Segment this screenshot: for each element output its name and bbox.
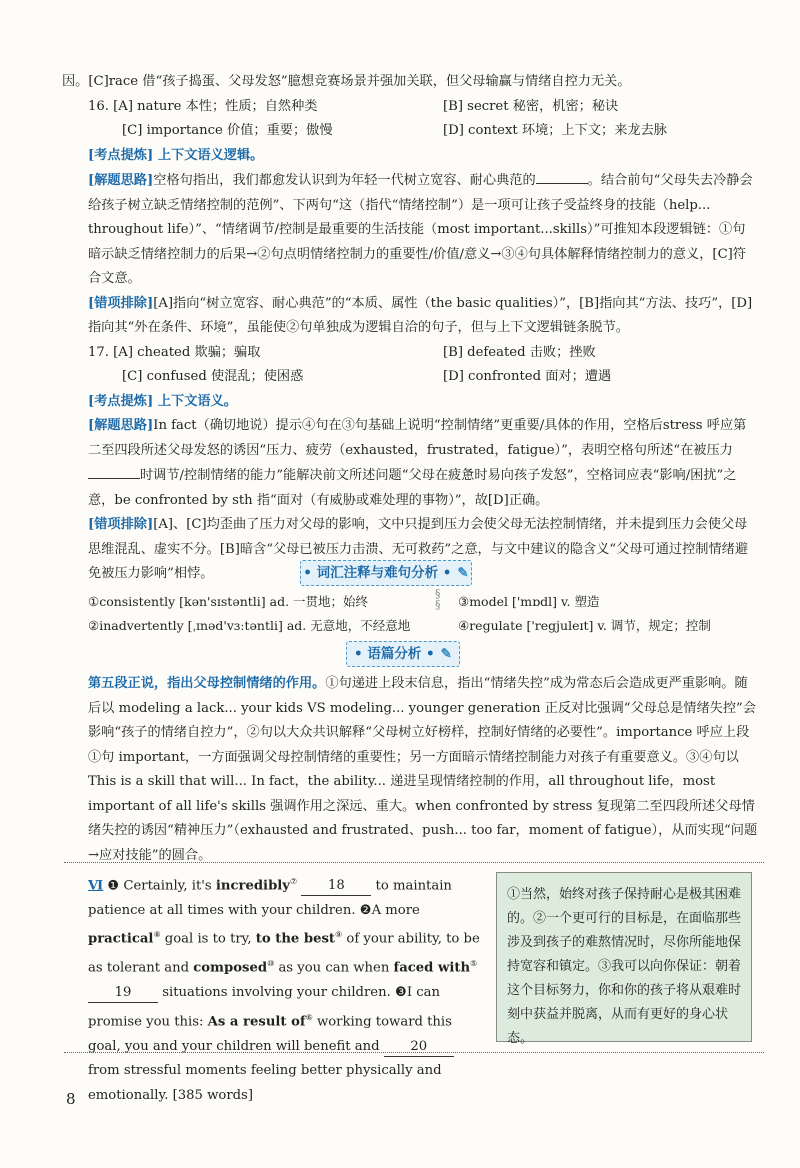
passage-s1a: ❶ Certainly, it's <box>107 878 216 894</box>
q16-blank <box>536 168 588 184</box>
passage-block <box>88 870 482 1108</box>
passage-s2d: as you can when <box>274 960 394 976</box>
passage-s2c: of your ability, to be as tolerant and <box>88 931 480 976</box>
divider-bottom <box>64 1052 764 1053</box>
q16-block <box>62 70 758 587</box>
analysis-body: ①句递进上段末信息，指出“情绪失控”成为常态后会造成更严重影响。随后以 modeling a lack... your kids VS modeling... younger generation 正反对比强调“父母总是情绪失控”会影响“孩子的情绪自控力”，②句以大众共识解释“父母树立好榜样，控制好情绪的必要性”。importance 呼应上段①句 important，一方面强调父母控制情绪的重要性；另一方面暗示情绪控制能力对孩子有重要意义。③④句以 This is a skill that will... In fact，the ability... 递进呈现情绪控制的作用，all throughout life，most important of all life's skills 强调作用之深远、重大。when confronted by stress 复现第二至四段所述父母情绪失控的诱因“精神压力”（exhausted and frustrated、push... too far，moment of fatigue），从而实现“问题→应对技能”的圆合。 <box>88 676 758 863</box>
translation-box <box>496 872 752 1046</box>
q16-option-d: [D] context 环境；上下文；来龙去脉 <box>443 123 667 138</box>
vocab-list <box>88 587 758 638</box>
note-5: ⑤ <box>470 959 478 969</box>
passage-s3c: from stressful moments feeling better physically and emotionally. [385 words] <box>88 1063 442 1103</box>
q17-option-b: [B] defeated 击败；挫败 <box>443 344 596 360</box>
note-6: ⑥ <box>305 1012 313 1022</box>
q17-options-ab <box>88 341 758 366</box>
pen-icon: ✎ <box>457 565 469 581</box>
q17-options-cd <box>88 365 758 390</box>
q16-option-a: 16. [A] nature 本性；性质；自然种类 <box>88 98 318 114</box>
passage-s2a: ❷A more <box>359 902 420 918</box>
q17-wrong-text: [A]、[C]均歪曲了压力对父母的影响，文中只提到压力会使父母无法控制情绪，并未提到压力会使父母思维混乱、虚实不分。[B]暗含“父母已被压力击溃、无可救药”之意，与文中建议的隐含义“父母可通过控制情绪避免被压力影响”相悖。 <box>88 517 749 581</box>
passage-word-as-a-result-of: As a result of <box>207 1014 306 1030</box>
q17-idea-text-b: 时调节/控制情绪的能力”能解决前文所述问题“父母在疲惫时易向孩子发怒”，空格词应表“影响/困扰”之意，be confronted by sth 指“面对（有威胁或难处理的事物）”，故[D]正确。 <box>88 468 737 508</box>
analysis-banner <box>346 641 460 667</box>
vocab-banner <box>300 560 472 586</box>
passage-word-composed: composed <box>193 960 268 976</box>
analysis-banner-label: • 语篇分析 • <box>354 646 435 662</box>
note-10: ⑩ <box>267 959 275 969</box>
pen-icon: ✎ <box>440 646 452 662</box>
vocab-row-1 <box>88 587 758 614</box>
note-7: ⑦ <box>289 877 298 886</box>
q17-idea <box>88 414 758 513</box>
blank-18[interactable]: 18 <box>301 877 371 896</box>
analysis-lead: 第五段正说，指出父母控制情绪的作用。 <box>88 676 326 691</box>
q16-point-tag: [考点提炼] 上下文语义逻辑。 <box>88 147 264 163</box>
q17-option-c: [C] confused 使混乱；使困惑 <box>122 369 304 384</box>
blank-19[interactable]: 19 <box>88 984 158 1003</box>
note-8: ⑧ <box>153 930 161 940</box>
passage-word-faced-with: faced with <box>393 960 471 976</box>
analysis-paragraph <box>88 672 760 868</box>
q16-wrong-tag: [错项排除] <box>88 295 154 311</box>
q16-option-c: [C] importance 价值；重要；傲慢 <box>122 123 333 138</box>
analysis-block <box>88 672 760 868</box>
passage-s1b: to maintain patience at all times with your children. <box>88 878 452 918</box>
note-9: ⑨ <box>335 930 343 940</box>
vocab-consistently: ①consistently [kən'sɪstəntli] ad. 一贯地；始终 <box>88 594 369 609</box>
passage-word-practical: practical <box>88 931 154 947</box>
q17-wrong-tag: [错项排除] <box>88 517 154 532</box>
passage-s3b: working toward this goal, you and your children will benefit and <box>88 1014 452 1054</box>
q16-idea-tag: [解题思路] <box>88 173 154 188</box>
divider-top <box>64 862 764 863</box>
q17-blank <box>88 463 140 479</box>
passage-word-to-the-best: to the best <box>255 931 336 947</box>
blank-20[interactable]: 20 <box>384 1038 454 1057</box>
section-mark: Ⅵ <box>88 878 104 894</box>
q16-options-ab <box>88 95 758 120</box>
vocab-banner-label: • 词汇注释与难句分析 • <box>303 565 452 581</box>
passage-s2b: goal is to try, <box>160 931 256 947</box>
translation-text: ①当然，始终对孩子保持耐心是极其困难的。②一个更可行的目标是，在面临那些涉及到孩子的难熬情况时，尽你所能地保持宽容和镇定。③我可以向你保证：朝着这个目标努力，你和你的孩子将从艰难时刻中获益并脱离，从而有更好的身心状态。 <box>507 887 742 1046</box>
q17-option-d: [D] confronted 面对；遭遇 <box>443 369 612 384</box>
q17-idea-tag: [解题思路] <box>88 418 154 433</box>
passage-s2e: situations involving your children. <box>162 985 395 1001</box>
vocab-inadvertently: ②inadvertently [ˌɪnəd'vɜːtəntli] ad. 无意地，不经意地 <box>88 618 411 633</box>
q16-idea <box>88 168 758 292</box>
top-line: 因。[C]race 借“孩子捣蛋、父母发怒”臆想竞赛场景并强加关联，但父母输赢与情绪自控力无关。 <box>62 74 631 89</box>
vocab-regulate: ④regulate ['regjuleɪt] v. 调节，规定；控制 <box>458 618 711 633</box>
q16-wrong-text: [A]指向“树立宽容、耐心典范”的“本质、属性（the basic qualities）”，[B]指向其“方法、技巧”，[D]指向其“外在条件、环境”，虽能使②句单独成为逻辑自洽的句子，但与上下文逻辑链条脱节。 <box>88 295 753 335</box>
q16-idea-text: 空格句指出，我们都愈发认识到为年轻一代树立宽容、耐心典范的 <box>153 173 536 188</box>
q17-idea-text-a: In fact（确切地说）提示④句在③句基础上说明“控制情绪”更重要/具体的作用，空格后stress 呼应第二至四段所述父母发怒的诱因“压力、疲劳（exhausted，frustrated，fatigue）”，表明空格句所述“在被压力 <box>88 418 747 458</box>
vocab-row-2 <box>88 614 758 638</box>
passage-word-incredibly: incredibly <box>215 878 290 894</box>
q16-wrong <box>88 292 758 341</box>
q16-options-cd <box>88 119 758 144</box>
q16-idea-rest: 。结合前句“父母失去冷静会给孩子树立缺乏情绪控制的范例”、下两句“这（指代“情绪控制”）是一项可让孩子受益终身的技能（help... throughout life）”、“情绪调节/控制是最重要的生活技能（most important...skills）”可推知本段逻辑链：①句暗示缺乏情绪控制力的后果→②句点明情绪控制力的重要性/价值/意义→③④句具体解释情绪控制力的意义，[C]符合文意。 <box>88 173 753 286</box>
q16-option-b: [B] secret 秘密，机密；秘诀 <box>443 98 619 114</box>
chain-divider-icon: § § <box>435 587 441 611</box>
q17-point-tag: [考点提炼] 上下文语义。 <box>88 393 237 409</box>
q17-option-a: 17. [A] cheated 欺骗；骗取 <box>88 344 261 360</box>
vocab-model: ③model ['mɒdl] v. 塑造 <box>458 594 600 609</box>
page-number: 8 <box>66 1090 76 1108</box>
passage-s3a: ❸I can promise you this: <box>88 985 440 1030</box>
